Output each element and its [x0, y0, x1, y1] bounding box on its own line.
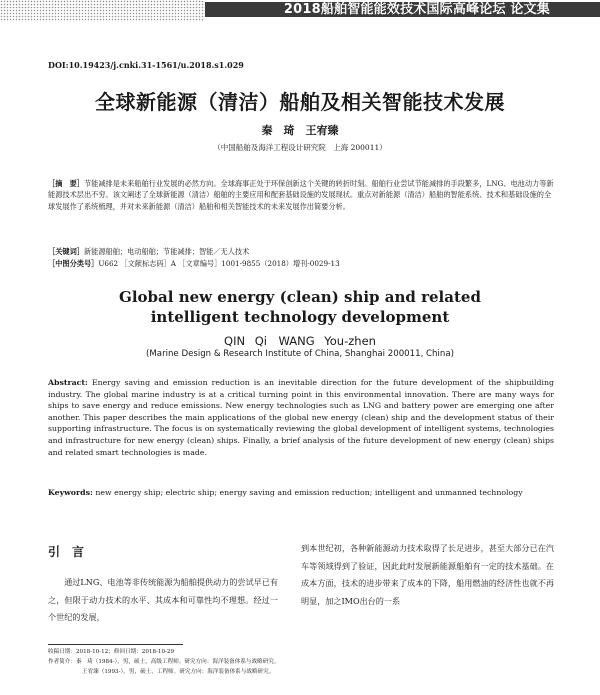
english-abstract-text: Energy saving and emission reduction is an inevitable direction for the future development of the shipbuilding industry. The global marine industry is at a critical turning point in this environmental innovation. There are many ways for ships to save energy and reduce emissions. New energy technologies such as LNG and battery power are emerging one after another. This paper describes the main applications of the global new energy (clean) ship and the development status of their supporting infrastructure. The focus is on systematically reviewing the global development of intelligent systems, technologies and infrastructure for new energy (clean) ships. Finally, a brief analysis of the future development of new energy (clean) ships and related smart technologies is made.	[48, 378, 554, 457]
chinese-abstract-label: ［摘 要］	[48, 179, 84, 188]
doi: DOI:10.19423/j.cnki.31-1561/u.2018.s1.029	[48, 60, 244, 70]
chinese-keywords	[48, 246, 554, 257]
english-title-line2: intelligent technology development	[150, 308, 450, 326]
section-heading-introduction: 引 言	[48, 545, 85, 559]
english-keywords-label: Keywords:	[48, 488, 93, 497]
english-title	[0, 287, 600, 327]
footnotes	[48, 647, 554, 677]
english-title-line1: Global new energy (clean) ship and related	[119, 288, 481, 306]
classification-label: ［中图分类号］	[48, 259, 99, 268]
journal-header-banner	[0, 0, 600, 19]
chinese-keywords-text: 新能源船舶；电动船舶；节能减排；智能／无人技术	[83, 247, 250, 256]
chinese-affiliation: （中国船舶及海洋工程设计研究院 上海 200011）	[213, 143, 387, 152]
footnote-received: 收稿日期：2018-10-12；修回日期：2018-10-29	[48, 649, 175, 655]
body-right-column: 到本世纪初，各种新能源动力技术取得了长足进步，甚至大部分已在汽车等领域得到了验证，因此此时发展新能源船舶有一定的技术基础。在成本方面，技术的进步带来了成本的下降，船用燃油的经济性也就不再明显，加之IMO出台的一系	[301, 543, 554, 606]
english-keywords-text: new energy ship; electric ship; energy saving and emission reduction; intelligent and unmanned technology	[92, 488, 523, 497]
english-abstract	[48, 377, 554, 458]
english-keywords	[48, 487, 554, 499]
body-left-column: 通过LNG、电池等非传统能源为船舶提供动力的尝试早已有之，但限于动力技术的水平、其成本和可靠性均不理想。经过一个世纪的发展，	[48, 577, 278, 622]
journal-header-title: 2018船舶智能能效技术国际高峰论坛 论文集	[283, 2, 550, 17]
english-abstract-label: Abstract:	[48, 378, 88, 387]
footnote-divider	[48, 644, 183, 645]
english-affiliation: (Marine Design & Research Institute of China, Shanghai 200011, China)	[146, 349, 454, 359]
english-authors: QIN Qi WANG You-zhen	[224, 334, 376, 348]
chinese-abstract-text: 节能减排是未来船舶行业发展的必然方向。全球海事正处于环保创新这个关键的转折时刻。船舶行业尝试节能减排的手段繁多，LNG、电池动力等新能源技术层出不穷。该文阐述了全球新能源（清洁）船舶的主要应用和配套基础设施的发展现状。重点对新能源（清洁）船舶的智能系统、技术和基础设施的全球发展作了系统梳理，并对未来新能源（清洁）船舶和相关智能技术的未来发展作出简要分析。	[48, 179, 554, 211]
footnote-author1: 作者简介：秦 琦（1984-），男，硕士，高级工程师。研究方向：海洋装备体系与战略研究。	[48, 659, 280, 665]
chinese-keywords-label: ［关键词］	[48, 247, 84, 256]
classification-line	[48, 258, 554, 269]
chinese-abstract	[48, 178, 554, 212]
chinese-title: 全球新能源（清洁）船舶及相关智能技术发展	[95, 90, 505, 114]
classification-text: U662 ［文献标志码］A ［文章编号］1001-9855（2018）增刊-0029-13	[98, 259, 340, 268]
chinese-authors: 秦 琦 王宥臻	[261, 124, 339, 137]
header-dot-pattern	[0, 0, 205, 22]
footnote-author2: 王宥臻（1993-），男，硕士，工程师。研究方向：海洋装备体系与战略研究。	[82, 669, 275, 675]
